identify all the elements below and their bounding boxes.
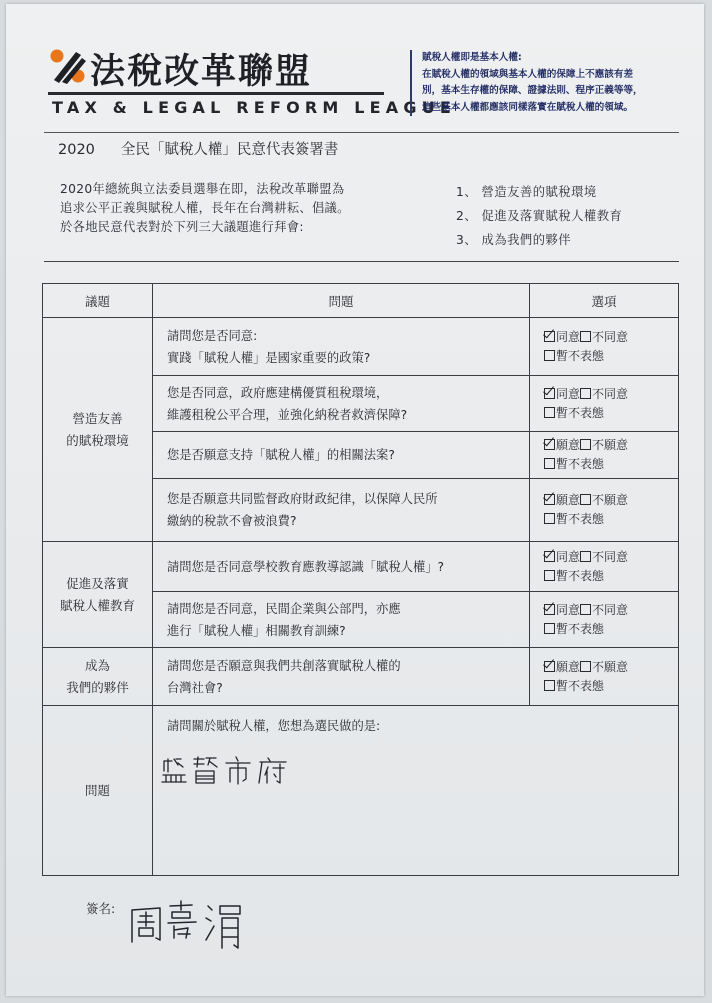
checkbox-icon[interactable] <box>580 661 591 672</box>
category-cell <box>43 648 153 706</box>
checkbox-checked-icon[interactable] <box>544 331 555 342</box>
table-row <box>43 542 679 592</box>
checkbox-icon[interactable] <box>580 388 591 399</box>
handwritten-answer <box>160 755 320 785</box>
header-options: 選項 <box>530 284 679 318</box>
question-cell <box>153 592 530 648</box>
checkbox-icon[interactable] <box>580 331 591 342</box>
form-year: 2020 <box>58 142 95 158</box>
option-label: 不同意 <box>592 602 629 617</box>
org-name-zh: 法稅改革聯盟 <box>90 52 313 92</box>
rights-line: 這些基本人權都應該同樣落實在賦稅人權的領域。 <box>422 101 634 113</box>
option-label: 暫不表態 <box>556 512 605 526</box>
category-line: 成為 <box>84 657 110 673</box>
form-title <box>58 138 338 159</box>
checkbox-checked-icon[interactable] <box>544 494 555 505</box>
intro-line: 2020年總統與立法委員選舉在即，法稅改革聯盟為 <box>60 182 345 196</box>
category-line: 我們的夥伴 <box>66 679 129 695</box>
question-line: 實踐「賦稅人權」是國家重要的政策? <box>167 350 371 365</box>
option-label: 同意 <box>556 329 581 344</box>
option-label: 不願意 <box>592 493 629 507</box>
option-label: 願意 <box>556 493 581 507</box>
header-question: 問題 <box>153 284 530 318</box>
options-cell <box>530 648 679 706</box>
question-line: 進行「賦稅人權」相關教育訓練? <box>167 623 346 638</box>
question-cell <box>153 479 530 542</box>
rights-line: 賦稅人權即是基本人權: <box>422 52 522 63</box>
issue-item: 2、 促進及落實賦稅人權教育 <box>456 209 623 223</box>
question-cell <box>153 432 530 479</box>
option-label: 同意 <box>556 549 581 564</box>
options-cell <box>530 592 679 648</box>
options-cell <box>530 376 679 432</box>
table-row <box>43 318 679 376</box>
intro-paragraph <box>60 180 350 237</box>
intro-line: 於各地民意代表對於下列三大議題進行拜會: <box>60 220 304 234</box>
form-title-text: 全民「賦稅人權」民意代表簽署書 <box>120 142 339 158</box>
checkbox-checked-icon[interactable] <box>544 661 555 672</box>
option-label: 願意 <box>556 438 581 452</box>
question-line: 請問您是否願意與我們共創落實賦稅人權的 <box>167 658 401 673</box>
question-line: 請問您是否同意學校教育應教導認識「賦稅人權」? <box>167 559 445 574</box>
options-cell <box>530 318 679 376</box>
option-label: 願意 <box>556 659 581 674</box>
percent-logo-icon <box>48 46 88 86</box>
rights-statement <box>410 50 712 116</box>
question-line: 繳納的稅款不會被浪費? <box>167 514 297 528</box>
signature-label: 簽名: <box>86 901 116 916</box>
org-logo <box>48 44 457 124</box>
option-label: 不願意 <box>592 438 629 452</box>
category-cell: 問題 <box>43 706 153 876</box>
checkbox-checked-icon[interactable] <box>544 388 555 399</box>
option-label: 暫不表態 <box>556 621 605 636</box>
checkbox-checked-icon[interactable] <box>544 551 555 562</box>
option-label: 同意 <box>556 386 581 401</box>
question-cell <box>153 542 530 592</box>
question-line: 台灣社會? <box>167 680 223 695</box>
free-question-prompt: 請問關於賦稅人權，您想為選民做的是: <box>167 719 381 733</box>
checkbox-icon[interactable] <box>580 551 591 562</box>
category-line: 促進及落實 <box>66 575 129 591</box>
category-line: 營造友善 <box>72 410 123 426</box>
free-answer-cell[interactable] <box>153 706 679 876</box>
question-line: 您是否願意共同監督政府財政紀律，以保障人民所 <box>167 492 438 506</box>
handwritten-signature <box>128 898 258 953</box>
option-label: 暫不表態 <box>556 348 605 363</box>
checkbox-icon[interactable] <box>580 604 591 615</box>
option-label: 暫不表態 <box>556 568 605 583</box>
category-cell <box>43 542 153 648</box>
checkbox-icon[interactable] <box>544 350 555 361</box>
option-label: 不同意 <box>592 386 629 401</box>
category-line: 的賦稅環境 <box>66 432 129 448</box>
rights-line: 別，基本生存權的保障、證據法則、程序正義等等， <box>422 85 643 96</box>
divider <box>44 132 679 133</box>
header-topic: 議題 <box>43 284 153 318</box>
divider <box>44 261 679 262</box>
checkbox-icon[interactable] <box>544 407 555 418</box>
question-cell <box>153 318 530 376</box>
issue-item: 1、 營造友善的賦稅環境 <box>456 185 597 199</box>
question-line: 請問您是否同意: <box>167 328 258 343</box>
option-label: 暫不表態 <box>556 678 605 693</box>
org-name-en: TAX & LEGAL REFORM LEAGUE <box>52 98 457 117</box>
checkbox-icon[interactable] <box>544 513 555 524</box>
logo-underline <box>48 92 384 95</box>
checkbox-icon[interactable] <box>544 623 555 634</box>
options-cell <box>530 432 679 479</box>
option-label: 不同意 <box>592 549 629 564</box>
checkbox-icon[interactable] <box>544 458 555 469</box>
table-header-row <box>43 284 679 318</box>
category-line: 賦稅人權教育 <box>59 597 135 613</box>
question-line: 請問您是否同意，民間企業與公部門，亦應 <box>167 601 401 616</box>
question-line: 維護租稅公平合理，並強化納稅者救濟保障? <box>167 407 408 422</box>
question-line: 您是否願意支持「賦稅人權」的相關法案? <box>167 448 395 462</box>
question-cell <box>153 376 530 432</box>
rights-line: 在賦稅人權的領域與基本人權的保障上不應該有差 <box>422 68 634 80</box>
survey-table <box>42 283 679 876</box>
intro-line: 追求公平正義與賦稅人權，長年在台灣耕耘、倡議。 <box>60 201 350 215</box>
category-cell <box>43 318 153 542</box>
checkbox-icon[interactable] <box>544 680 555 691</box>
checkbox-icon[interactable] <box>544 570 555 581</box>
option-label: 同意 <box>556 602 581 617</box>
checkbox-icon[interactable] <box>580 439 591 450</box>
question-cell <box>153 648 530 706</box>
option-label: 暫不表態 <box>556 457 605 471</box>
table-row <box>43 706 679 876</box>
option-label: 不願意 <box>592 659 629 674</box>
options-cell <box>530 542 679 592</box>
options-cell <box>530 479 679 542</box>
checkbox-checked-icon[interactable] <box>544 439 555 450</box>
issue-item: 3、 成為我們的夥伴 <box>456 233 572 247</box>
checkbox-icon[interactable] <box>580 494 591 505</box>
option-label: 暫不表態 <box>556 405 605 420</box>
question-line: 您是否同意，政府應建構優質租稅環境， <box>167 385 389 400</box>
option-label: 不同意 <box>592 329 629 344</box>
checkbox-checked-icon[interactable] <box>544 604 555 615</box>
issue-list <box>456 180 622 252</box>
table-row <box>43 648 679 706</box>
